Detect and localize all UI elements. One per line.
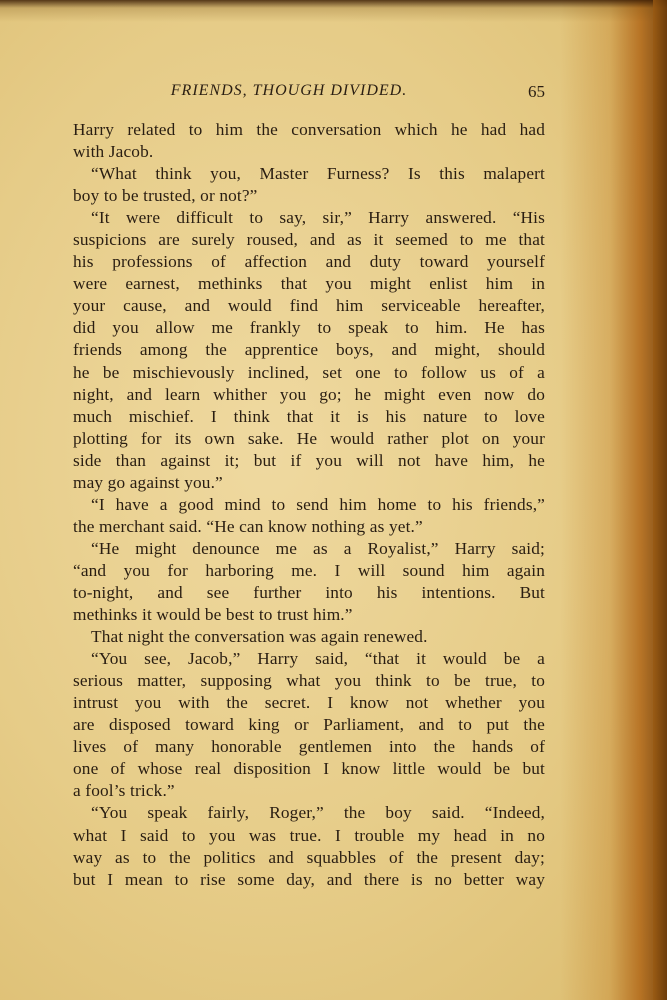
text-line: to-night, and see further into his intentions. But — [73, 582, 545, 602]
page-header — [73, 82, 545, 104]
text-line: were earnest, methinks that you might enlist him in — [73, 274, 545, 294]
text-line: “You see, Jacob,” Harry said, “that it would be a — [91, 649, 545, 669]
text-line: “It were difficult to say, sir,” Harry answered. “His — [91, 208, 545, 228]
text-line: may go against you.” — [73, 472, 223, 492]
text-line: but I mean to rise some day, and there is no better way — [73, 869, 545, 889]
text-line: side than against it; but if you will not have him, he — [73, 450, 545, 470]
text-line: way as to the politics and squabbles of the present day; — [73, 847, 545, 867]
text-line: are disposed toward king or Parliament, and to put the — [73, 715, 545, 735]
text-line: intrust you with the secret. I know not whether you — [73, 693, 545, 713]
text-line: his professions of affection and duty toward yourself — [73, 252, 545, 272]
text-line: much mischief. I think that it is his nature to love — [73, 406, 545, 426]
text-line: your cause, and would find him serviceable hereafter, — [73, 296, 545, 316]
text-line: he be mischievously inclined, set one to follow us of a — [73, 362, 545, 382]
text-line: plotting for its own sake. He would rather plot on your — [73, 428, 545, 448]
text-line: night, and learn whither you go; he might even now do — [73, 384, 545, 404]
text-line: Harry related to him the conversation which he had had — [73, 120, 545, 139]
text-line: “and you for harboring me. I will sound him again — [73, 560, 545, 580]
text-line: one of whose real disposition I know little would be but — [73, 759, 545, 779]
text-line: “You speak fairly, Roger,” the boy said. “Indeed, — [91, 803, 545, 823]
text-line: boy to be trusted, or not?” — [73, 186, 258, 206]
page-body-text — [73, 119, 545, 891]
text-line: lives of many honorable gentlemen into the hands of — [73, 737, 545, 757]
page-number: 65 — [528, 82, 545, 101]
text-line: the merchant said. “He can know nothing as yet.” — [73, 516, 423, 536]
book-page-edge — [653, 0, 667, 1000]
running-title: FRIENDS, THOUGH DIVIDED. — [170, 82, 408, 99]
text-line: “I have a good mind to send him home to his friends,” — [91, 494, 545, 514]
text-line: friends among the apprentice boys, and might, should — [73, 340, 545, 360]
text-line: That night the conversation was again renewed. — [91, 627, 428, 647]
text-line: serious matter, supposing what you think to be true, to — [73, 671, 545, 691]
text-line: suspicions are surely roused, and as it seemed to me that — [73, 230, 545, 250]
text-line: “What think you, Master Furness? Is this malapert — [91, 164, 545, 184]
text-line: “He might denounce me as a Royalist,” Harry said; — [91, 538, 545, 558]
text-line: did you allow me frankly to speak to him. He has — [73, 318, 545, 338]
text-line: what I said to you was true. I trouble my head in no — [73, 825, 545, 845]
text-line: with Jacob. — [73, 142, 154, 162]
text-line: a fool’s trick.” — [73, 781, 175, 801]
text-line: methinks it would be best to trust him.” — [73, 605, 353, 625]
